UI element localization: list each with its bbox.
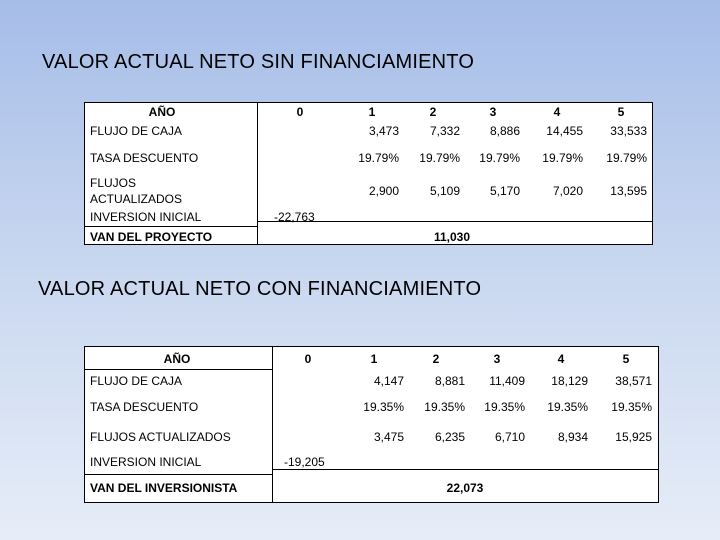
value-cell: 4,147 [373,374,404,388]
section2-title: VALOR ACTUAL NETO CON FINANCIAMIENTO [38,278,482,300]
row-label-initial-investment: INVERSION INICIAL [90,455,202,469]
value-cell: 3,473 [368,124,399,138]
header-year-0: 0 [296,105,304,119]
row-label-discounted-flows-line2: ACTUALIZADOS [90,192,183,206]
initial-investment-value: -22,763 [274,210,315,224]
value-cell: 18,129 [551,374,588,388]
value-cell: 5,170 [489,184,520,198]
npv-value: 22,073 [446,481,484,495]
value-cell: 19.35% [484,400,525,414]
value-cell: 33,533 [610,124,647,138]
value-cell: 8,934 [557,430,588,444]
value-cell: 19.35% [363,400,404,414]
row-label-initial-investment: INVERSION INICIAL [90,210,202,224]
header-year-4: 4 [553,105,561,119]
header-year-5: 5 [617,105,625,119]
npv-with-financing-table [84,346,659,503]
header-year-4: 4 [557,352,565,366]
row-divider [85,474,272,475]
value-cell: 8,886 [489,124,520,138]
row-label-npv: VAN DEL PROYECTO [90,230,213,244]
row-label-discount-rate: TASA DESCUENTO [90,151,199,165]
value-cell: 15,925 [615,430,652,444]
header-year-3: 3 [493,352,501,366]
row-label-npv: VAN DEL INVERSIONISTA [90,481,238,495]
row-label-cash-flow: FLUJO DE CAJA [90,374,183,388]
column-divider [272,347,273,502]
header-year: AÑO [163,352,191,366]
value-cell: 3,475 [373,430,404,444]
row-divider [272,469,658,470]
value-cell: 19.79% [419,151,460,165]
value-cell: 7,332 [429,124,460,138]
value-cell: 19.35% [611,400,652,414]
row-label-discounted-flows-line1: FLUJOS [90,176,137,190]
value-cell: 19.79% [358,151,399,165]
row-divider [257,221,652,222]
section1-title: VALOR ACTUAL NETO SIN FINANCIAMIENTO [42,51,475,73]
value-cell: 19.79% [542,151,583,165]
row-label-discount-rate: TASA DESCUENTO [90,400,199,414]
header-year-1: 1 [370,352,378,366]
value-cell: 8,881 [434,374,465,388]
row-divider [85,226,257,227]
initial-investment-value: -19,205 [284,455,325,469]
value-cell: 19.35% [424,400,465,414]
header-year-0: 0 [304,352,312,366]
value-cell: 19.79% [606,151,647,165]
header-year-5: 5 [622,352,630,366]
value-cell: 14,455 [546,124,583,138]
value-cell: 11,409 [489,374,525,388]
row-divider [85,369,272,370]
header-year-2: 2 [432,352,440,366]
value-cell: 6,710 [494,430,525,444]
row-label-cash-flow: FLUJO DE CAJA [90,124,183,138]
value-cell: 7,020 [552,184,583,198]
column-divider [257,103,258,244]
value-cell: 38,571 [615,374,652,388]
value-cell: 2,900 [368,184,399,198]
npv-without-financing-table [84,102,653,245]
value-cell: 13,595 [610,184,647,198]
header-year-2: 2 [429,105,437,119]
header-year-3: 3 [489,105,497,119]
value-cell: 19.35% [547,400,588,414]
npv-value: 11,030 [433,230,471,244]
row-label-discounted-flows: FLUJOS ACTUALIZADOS [90,430,231,444]
value-cell: 6,235 [434,430,465,444]
header-year: AÑO [148,105,176,119]
header-year-1: 1 [368,105,376,119]
value-cell: 19.79% [479,151,520,165]
value-cell: 5,109 [429,184,460,198]
